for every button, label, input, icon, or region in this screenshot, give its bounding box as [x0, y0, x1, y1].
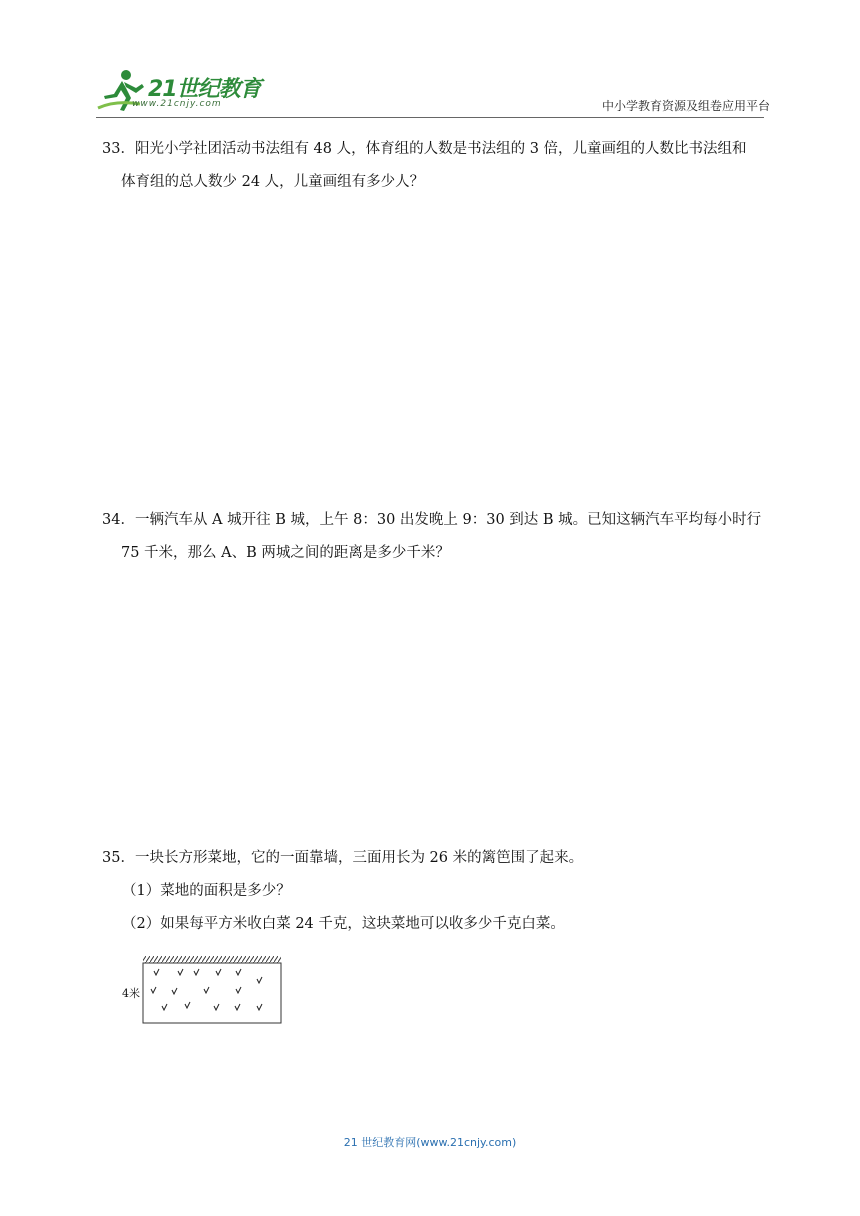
question-33-line-1: 33．阳光小学社团活动书法组有 48 人，体育组的人数是书法组的 3 倍，儿童画组的人数比书法组和: [102, 141, 747, 157]
wall-hatching: [143, 956, 281, 963]
question-34-line-1: 34．一辆汽车从 A 城开往 B 城，上午 8：30 出发晚上 9：30 到达 B 城。已知这辆汽车平均每小时行: [102, 512, 762, 528]
garden-rectangle: [143, 963, 281, 1023]
page-header: [0, 0, 860, 120]
platform-name: 中小学教育资源及组卷应用平台: [601, 99, 770, 113]
question-35-sub-2: （2）如果每平方米收白菜 24 千克，这块菜地可以收多少千克白菜。: [122, 916, 565, 932]
question-35-sub-1: （1）菜地的面积是多少？: [122, 883, 291, 899]
footer-text: 21 世纪教育网(www.21cnjy.com): [343, 1136, 517, 1149]
garden-figure: [118, 956, 288, 1028]
side-length-label: 4米: [122, 987, 140, 1000]
header-divider: [96, 117, 764, 118]
logo-url: www.21cnjy.com: [132, 99, 222, 109]
cabbage-marks: [151, 969, 262, 1010]
question-33: [102, 133, 762, 199]
question-34-line-2: 75 千米，那么 A、B 两城之间的距离是多少千米？: [121, 545, 450, 561]
site-logo: [96, 68, 266, 118]
garden-diagram: [118, 956, 288, 1028]
logo-text: 21世纪教育: [148, 77, 261, 102]
question-34: [102, 504, 762, 570]
question-35: [102, 842, 762, 941]
question-35-line-1: 35．一块长方形菜地，它的一面靠墙，三面用长为 26 米的篱笆围了起来。: [102, 850, 584, 866]
question-33-line-2: 体育组的总人数少 24 人，儿童画组有多少人？: [121, 174, 425, 190]
